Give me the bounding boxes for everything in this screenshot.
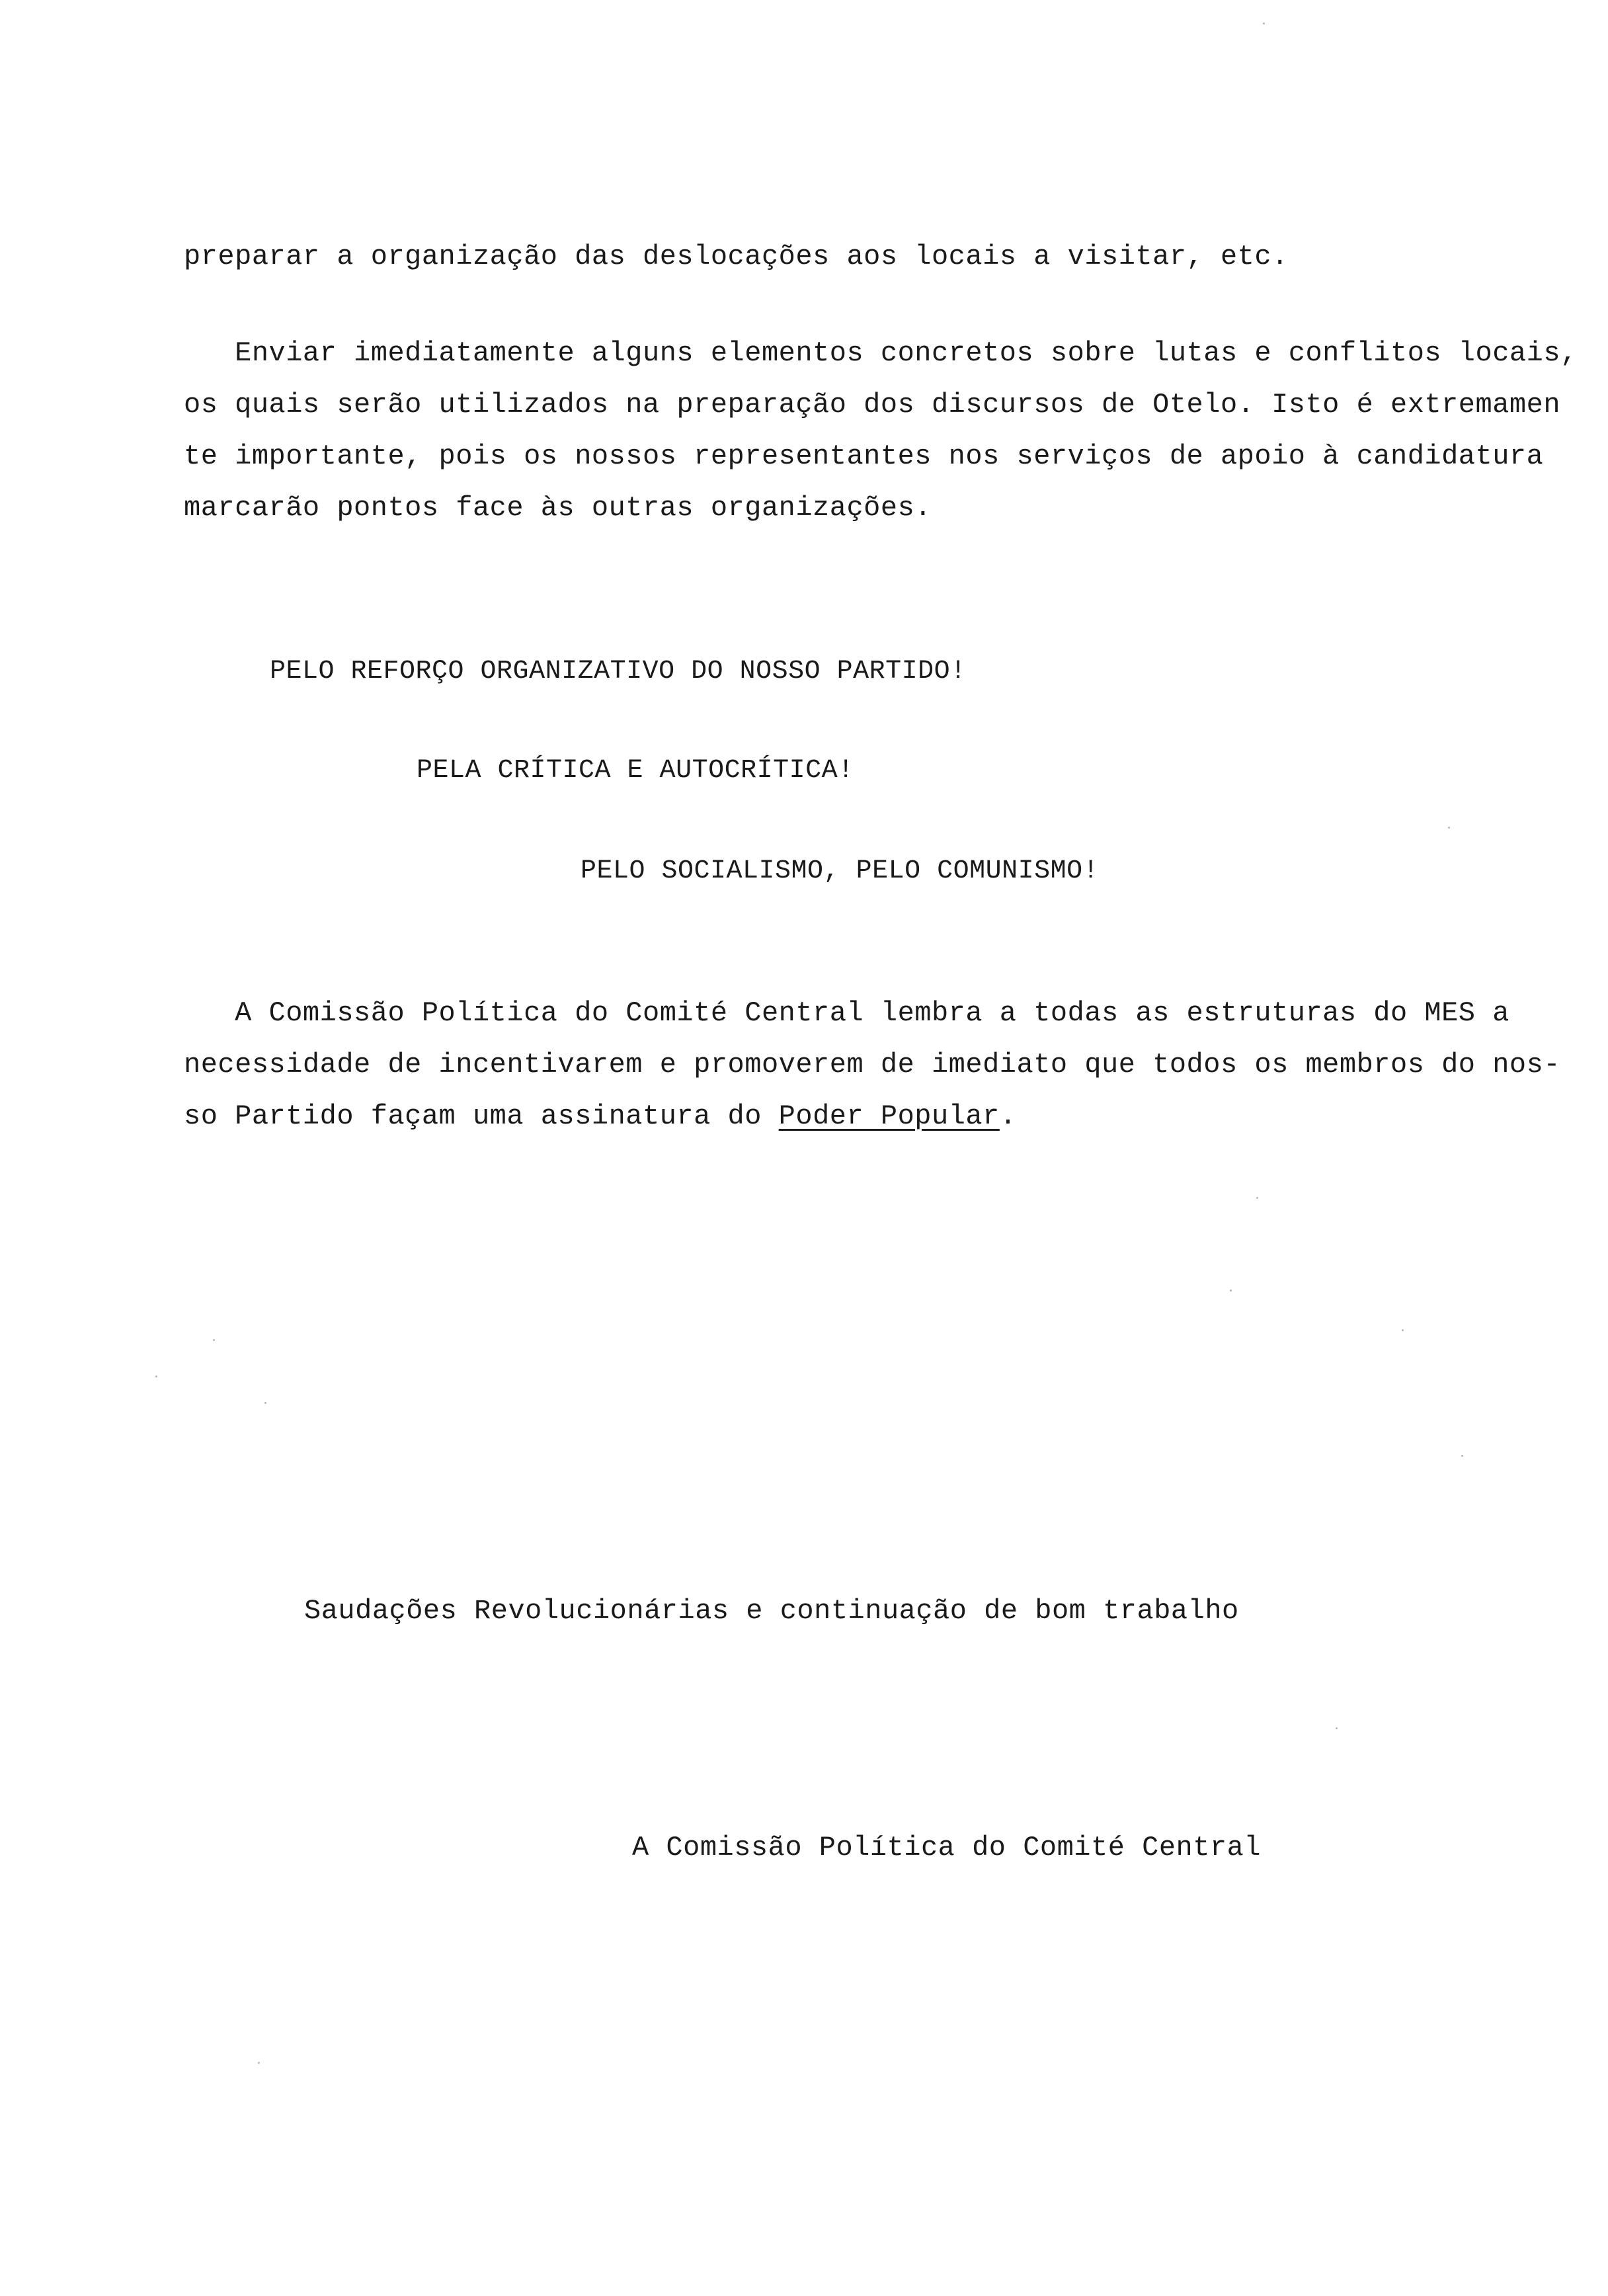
paragraph-3-line-3-end: . [999, 1100, 1017, 1132]
scan-speck [213, 1339, 215, 1341]
scan-speck [1256, 1197, 1258, 1199]
slogan-socialism: PELO SOCIALISMO, PELO COMUNISMO! [581, 856, 1100, 886]
signature: A Comissão Política do Comité Central [632, 1832, 1262, 1864]
scan-speck [1263, 22, 1265, 24]
scan-speck [1336, 1727, 1338, 1729]
paragraph-3-line-3-text: so Partido façam uma assinatura do [184, 1100, 779, 1132]
scan-speck [1230, 1290, 1232, 1292]
paragraph-3-line-3 [184, 1099, 1017, 1133]
scan-speck [258, 2062, 260, 2064]
scan-speck [155, 1375, 157, 1377]
poder-popular-title: Poder Popular [778, 1100, 1000, 1132]
slogan-organizational: PELO REFORÇO ORGANIZATIVO DO NOSSO PARTIDO! [270, 657, 967, 686]
paragraph-3-line-2: necessidade de incentivarem e promoverem de imediato que todos os membros do nos- [184, 1049, 1561, 1081]
paragraph-2-line-1: Enviar imediatamente alguns elementos concretos sobre lutas e conflitos locais, [184, 337, 1578, 369]
scan-speck [1461, 1455, 1463, 1457]
scan-speck [1402, 1329, 1404, 1331]
closing-salutation: Saudações Revolucionárias e continuação de bom trabalho [304, 1595, 1239, 1627]
paragraph-2-line-4: marcarão pontos face às outras organizações. [184, 492, 932, 524]
slogan-criticism: PELA CRÍTICA E AUTOCRÍTICA! [417, 756, 854, 786]
paragraph-2-line-2: os quais serão utilizados na preparação dos discursos de Otelo. Isto é extremamen [184, 389, 1561, 421]
scan-speck [264, 1402, 266, 1404]
paragraph-1-line-1: preparar a organização das deslocações aos locais a visitar, etc. [184, 241, 1289, 272]
paragraph-2-line-3: te importante, pois os nossos representantes nos serviços de apoio à candidatura [184, 440, 1544, 472]
scan-speck [1448, 827, 1450, 829]
paragraph-3-line-1: A Comissão Política do Comité Central lembra a todas as estruturas do MES a [184, 997, 1509, 1029]
